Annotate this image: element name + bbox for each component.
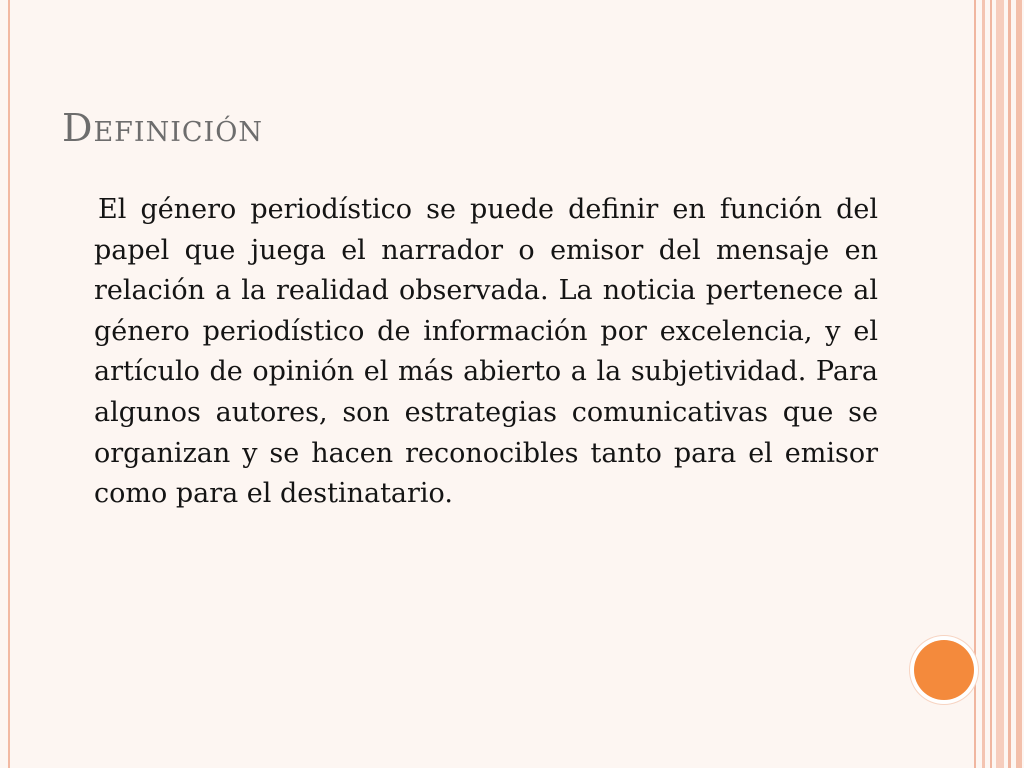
slide-body-text: El género periodístico se puede definir en función del papel que juega el narrador o emisor del mensaje en relación a la realidad observada. La noticia pertenece al género periodístico de información por excelencia, y el artículo de opinión el más abierto a la subjetividad. Para algunos autores, son estrategias comunicativas que se organizan y se hacen reconocibles tanto para el emisor como para el destinatario.: [94, 194, 878, 510]
stripe: [982, 0, 985, 768]
left-border-line: [8, 0, 10, 768]
right-decorative-stripes: [974, 0, 1024, 768]
stripe: [990, 0, 992, 768]
slide-title: Definición: [62, 106, 263, 150]
orange-circle-decoration: [914, 640, 974, 700]
stripe: [974, 0, 976, 768]
stripe: [996, 0, 1004, 768]
stripe: [1016, 0, 1022, 768]
stripe: [1008, 0, 1011, 768]
